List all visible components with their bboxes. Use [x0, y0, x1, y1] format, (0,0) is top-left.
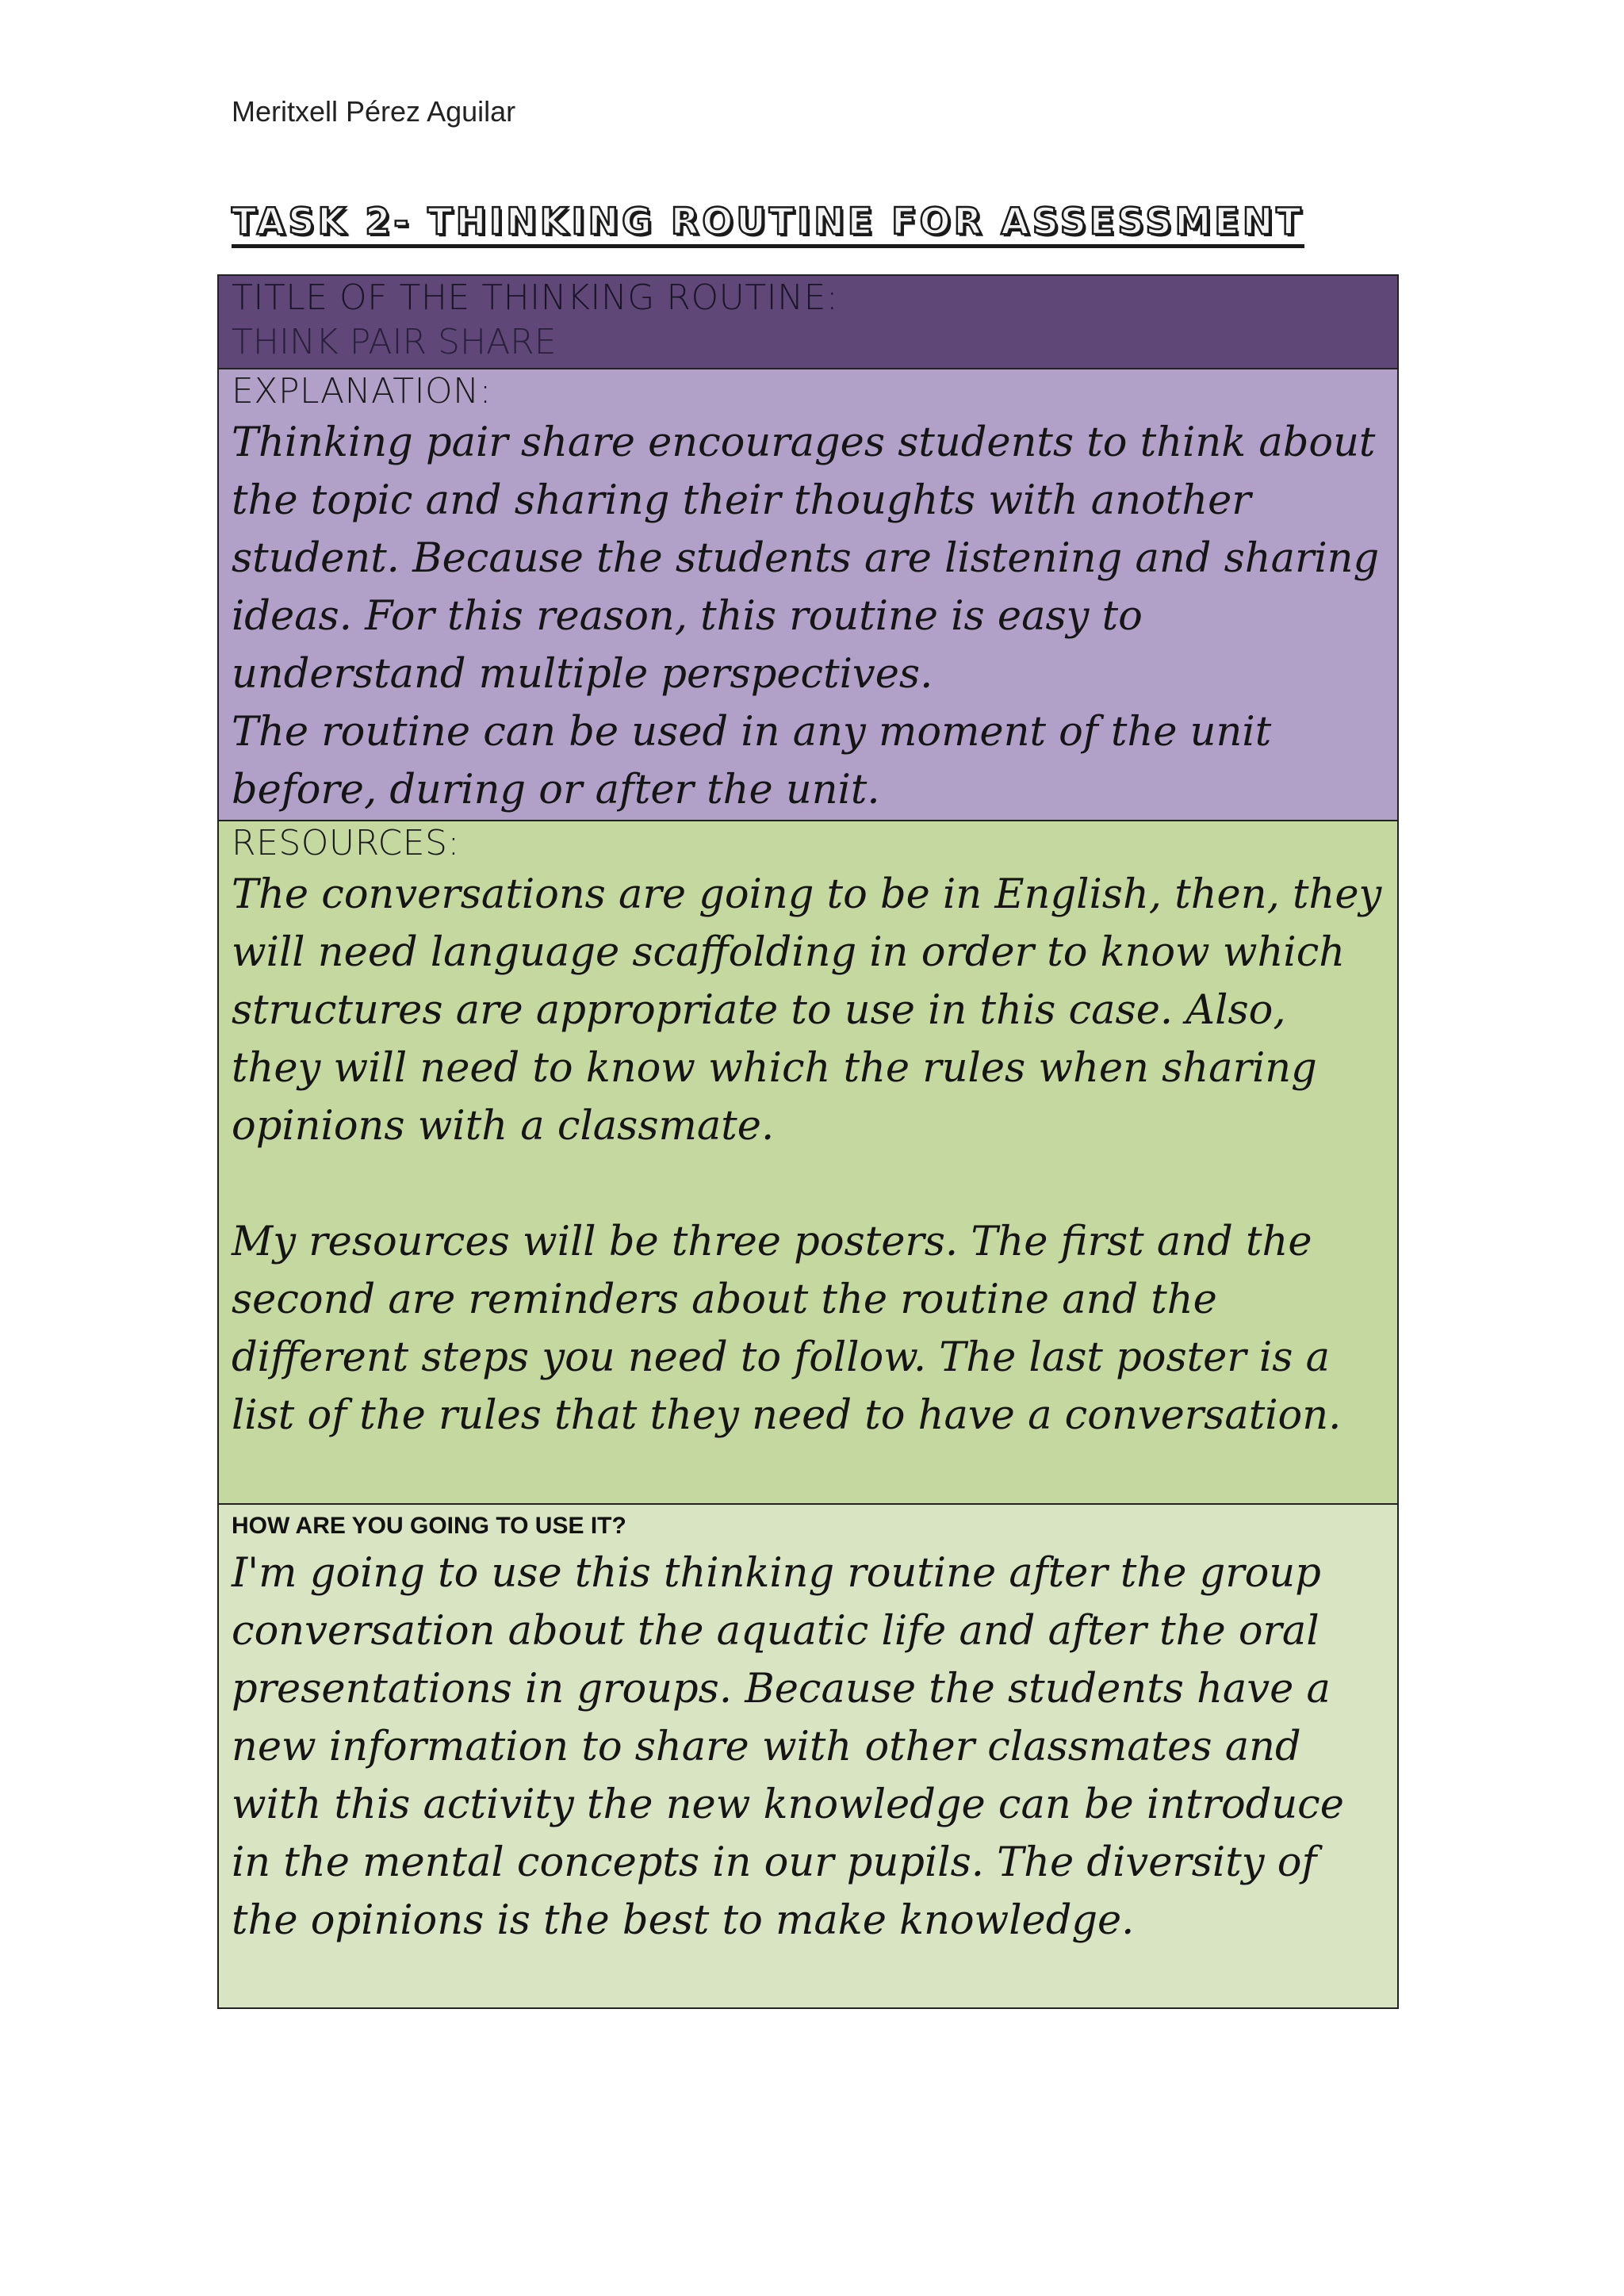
explanation-paragraph-1: Thinking pair share encourages students to think about the topic and sharing their thoughts with another student. Because the students are listening and sharing ideas. For this reason, this routine is easy to understand multiple perspectives.: [232, 419, 1380, 698]
explanation-label: EXPLANATION:: [232, 371, 492, 411]
resources-section: [219, 821, 1397, 1505]
explanation-paragraph-2: The routine can be used in any moment of the unit before, during or after the unit.: [232, 709, 1272, 813]
author-name: Meritxell Pérez Aguilar: [232, 95, 516, 128]
routine-table: [217, 274, 1399, 2009]
task-title: TASK 2- THINKING ROUTINE FOR ASSESSMENT: [232, 200, 1304, 248]
paragraph-spacer: [232, 1155, 1388, 1213]
resources-paragraph-2: My resources will be three posters. The first and the second are reminders about the routine and the different steps you need to follow. The last poster is a list of the rules that they need to have a conversation.: [232, 1219, 1342, 1439]
routine-title-label: TITLE OF THE THINKING ROUTINE:: [232, 277, 839, 318]
usage-section: [219, 1505, 1397, 2007]
routine-title-section: [219, 276, 1397, 369]
explanation-section: [219, 369, 1397, 821]
usage-paragraph-1: I'm going to use this thinking routine after the group conversation about the aquatic life and after the oral presentations in groups. Because the students have a new information to share with other classmates and with this activity the new knowledge can be introduce in the mental concepts in our pupils. The diversity of the opinions is the best to make knowledge.: [232, 1550, 1344, 1944]
usage-label: HOW ARE YOU GOING TO USE IT?: [232, 1513, 626, 1539]
resources-paragraph-1: The conversations are going to be in English, then, they will need language scaffolding in order to know which structures are appropriate to use in this case. Also, they will need to know which the rules when sharing opinions with a classmate.: [232, 871, 1382, 1150]
routine-title-value: THINK PAIR SHARE: [232, 322, 557, 362]
resources-label: RESOURCES:: [232, 823, 460, 863]
